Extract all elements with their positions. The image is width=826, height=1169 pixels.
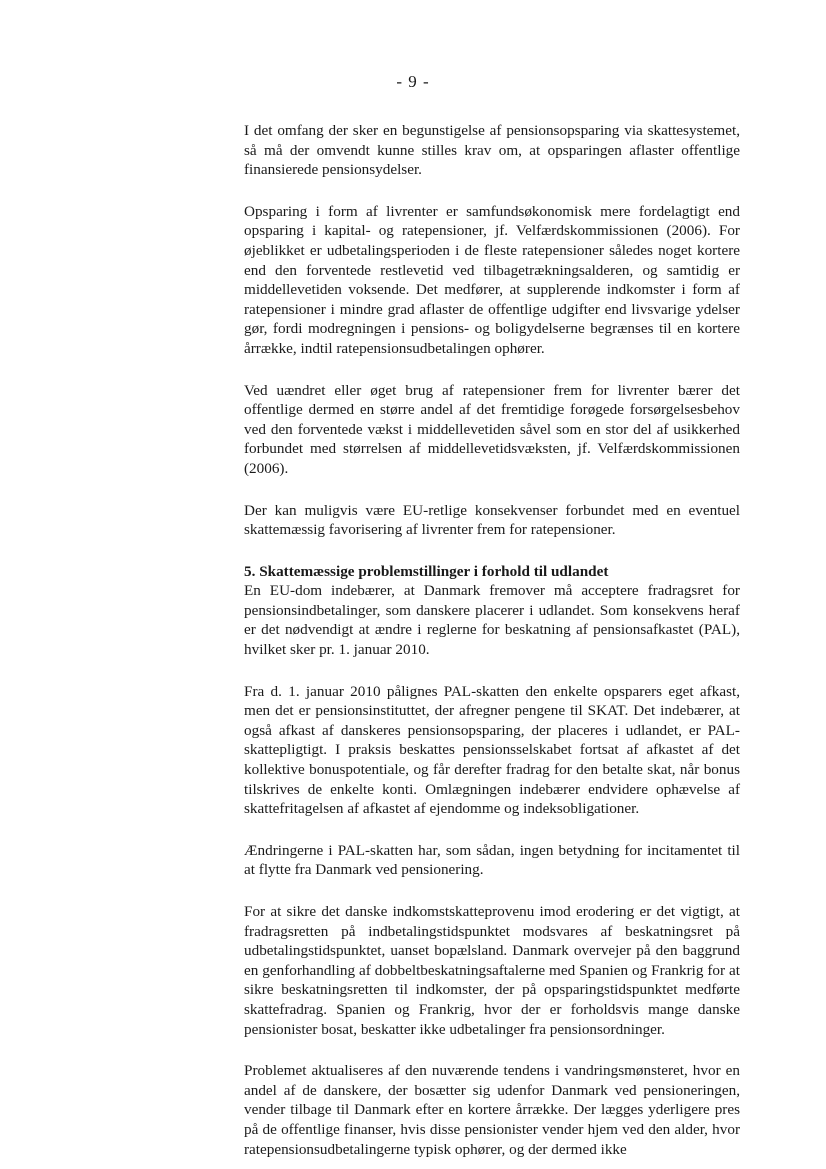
page-number: - 9 - [396, 72, 430, 91]
paragraph-section-1: En EU-dom indebærer, at Danmark fremover må acceptere fradragsret for pensionsindbetalinger, som danskere placerer i udlandet. Som konsekvens heraf er det nødvendigt at ændre i reglerne for beskatning af pensionsafkastet (PAL), hvilket sker pr. 1. januar 2010. [244, 582, 740, 659]
section-heading: 5. Skattemæssige problemstillinger i forhold til udlandet [244, 562, 609, 580]
paragraph-intro-3: Ved uændret eller øget brug af ratepensioner frem for livrenter bærer det offentlige dermed en større andel af det fremtidige forøgede forsørgelsesbehov ved den forventede vækst i middellevetiden såvel som en stor del af usikkerhed forbundet med størrelsen af middellevetidsvæksten, jf. Velfærdskommissionen (2006). [244, 381, 740, 477]
paragraph-intro-2: Opsparing i form af livrenter er samfundsøkonomisk mere fordelagtigt end opsparing i kapital- og ratepensioner, jf. Velfærdskommissionen (2006). For øjeblikket er udbetalingsperioden i de fleste ratepensioner således noget kortere end den forventede restlevetid ved tilbagetrækningsalderen, og samtidig er middellevetiden voksende. Det medfører, at supplerende indkomster i form af ratepensioner i mindre grad aflaster de offentlige udgifter end livsvarige ydelser gør, fordi modregningen i pensions- og boligydelserne begrænses til en kortere årrække, indtil ratepensionsudbetalingen ophører. [244, 202, 740, 357]
paragraph-section-4: For at sikre det danske indkomstskatteprovenu imod erodering er det vigtigt, at fradragsretten på indbetalingstidspunktet modsvares af beskatningsret på udbetalingstidspunktet, uanset bopælsland. Danmark overvejer på den baggrund en genforhandling af dobbeltbeskatningsaftalerne med Spanien og Frankrig for at sikre beskatningsretten til indkomster, der på opsparingstidspunktet medførte skattefradrag. Spanien og Frankrig, hvor der er forholdsvis mange danske pensionister bosat, beskatter ikke udbetalinger fra pensionsordninger. [244, 903, 740, 1038]
paragraph-intro-4: Der kan muligvis være EU-retlige konsekvenser forbundet med en eventuel skattemæssig favorisering af livrenter frem for ratepensioner. [244, 501, 740, 539]
paragraph-intro-1: I det omfang der sker en begunstigelse af pensionsopsparing via skattesystemet, så må der omvendt kunne stilles krav om, at opsparingen aflaster offentlige finansierede pensionsydelser. [244, 122, 740, 179]
paragraph-section-3: Ændringerne i PAL-skatten har, som sådan, ingen betydning for incitamentet til at flytte fra Danmark ved pensionering. [244, 841, 740, 879]
document-body [244, 121, 740, 1159]
paragraph-section-5: Problemet aktualiseres af den nuværende tendens i vandringsmønsteret, hvor en andel af de danskere, der bosætter sig udenfor Danmark ved pensioneringen, vender tilbage til Danmark efter en kortere årrække. Der lægges yderligere pres på de offentlige finanser, hvis disse pensionister vender hjem ved den alder, hvor ratepensionsudbetalingerne typisk ophører, og der dermed ikke [244, 1062, 740, 1158]
paragraph-section-2: Fra d. 1. januar 2010 pålignes PAL-skatten den enkelte opsparers eget afkast, men det er pensionsinstituttet, der afregner pengene til SKAT. Det indebærer, at også afkast af danskeres pensionsopsparing, der placeres i udlandet, er PAL-skattepligtigt. I praksis beskattes pensionsselskabet fortsat af afkastet af det kollektive bonuspotentiale, og får derefter fradrag for den betalte skat, når bonus tilskrives de enkelte konti. Omlægningen indebærer endvidere ophævelse af skattefritagelsen af afkastet af ejendomme og indeksobligationer. [244, 682, 740, 818]
